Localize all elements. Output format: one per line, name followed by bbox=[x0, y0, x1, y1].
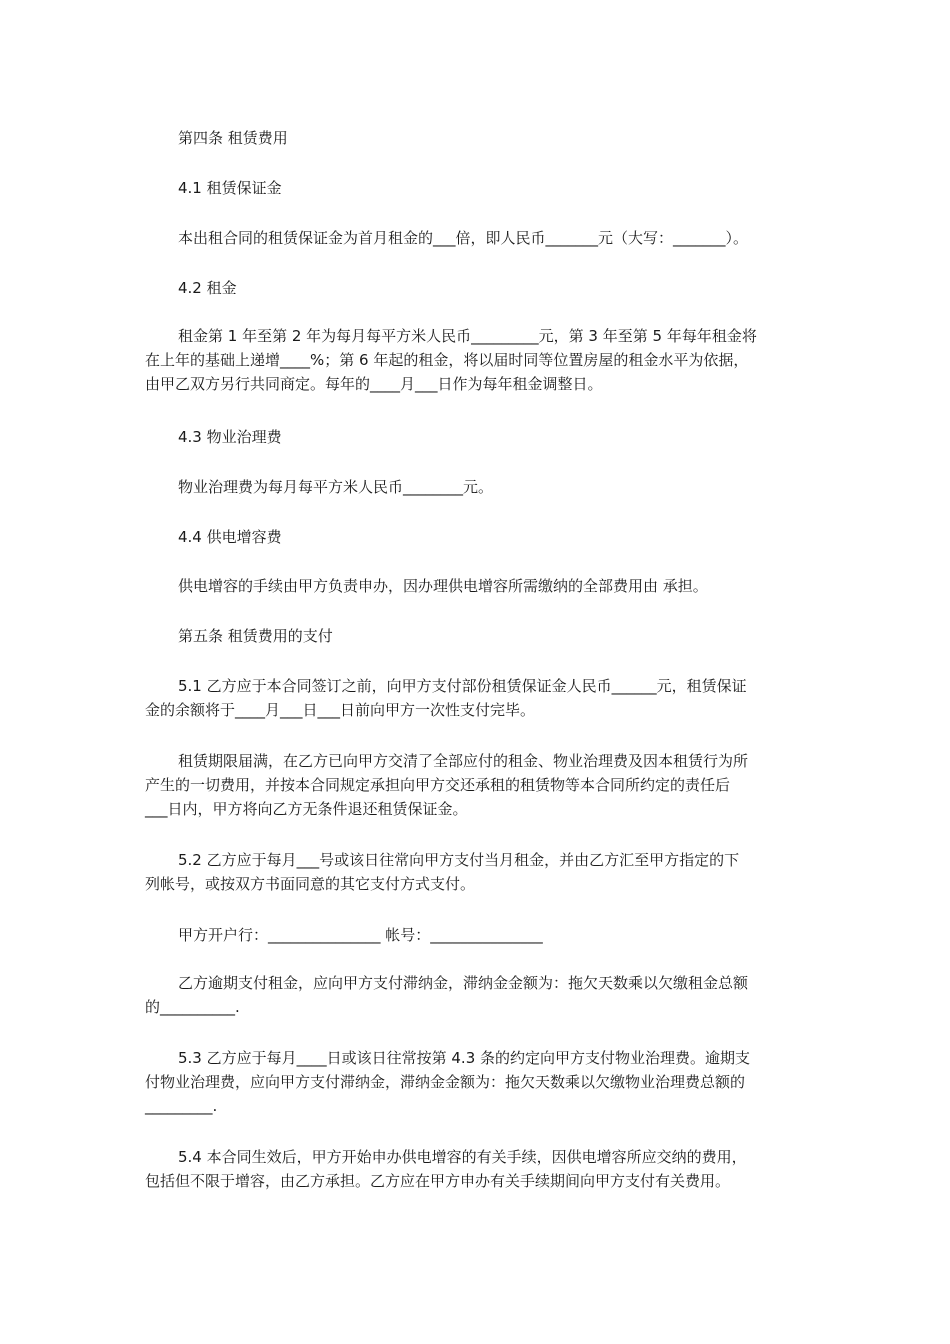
text-line: 在上年的基础上递增____%；第 6 年起的租金，将以届时同等位置房屋的租金水平为依据， bbox=[145, 351, 749, 369]
late-rent-text bbox=[145, 971, 810, 1019]
text-line: 5.2 乙方应于每月___号或该日往常向甲方支付当月租金，并由乙方汇至甲方指定的下 bbox=[178, 851, 740, 869]
section-4-2-text bbox=[145, 324, 810, 396]
text-line: 5.3 乙方应于每月____日或该日往常按第 4.3 条的约定向甲方支付物业治理费。逾期支 bbox=[178, 1049, 751, 1067]
text-line: 金的余额将于____月___日___日前向甲方一次性支付完毕。 bbox=[145, 701, 536, 719]
section-5-4-text bbox=[145, 1145, 810, 1193]
section-4-3-text: 物业治理费为每月每平方米人民币________元。 bbox=[178, 478, 494, 496]
section-5-1-text bbox=[145, 674, 810, 722]
deposit-return-text bbox=[145, 749, 810, 821]
text-line: 租金第 1 年至第 2 年为每月每平方米人民币_________元，第 3 年至第 5 年每年租金将 bbox=[178, 327, 757, 345]
text-line: 产生的一切费用，并按本合同规定承担向甲方交还承租的租赁物等本合同所约定的责任后 bbox=[145, 776, 731, 794]
text-line: 付物业治理费，应向甲方支付滞纳金，滞纳金金额为：拖欠天数乘以欠缴物业治理费总额的 bbox=[145, 1073, 746, 1091]
text-line: 的__________. bbox=[145, 998, 240, 1016]
text-line: ___日内，甲方将向乙方无条件退还租赁保证金。 bbox=[145, 800, 468, 818]
text-line: 5.4 本合同生效后，甲方开始申办供电增容的有关手续，因供电增容所应交纳的费用， bbox=[178, 1148, 747, 1166]
bank-account-text: 甲方开户行：_______________ 帐号：_______________ bbox=[178, 926, 543, 944]
text-line: 乙方逾期支付租金，应向甲方支付滞纳金，滞纳金金额为：拖欠天数乘以欠缴租金总额 bbox=[178, 974, 749, 992]
text-line: 租赁期限届满，在乙方已向甲方交清了全部应付的租金、物业治理费及因本租赁行为所 bbox=[178, 752, 749, 770]
section-5-2-text bbox=[145, 848, 810, 896]
text-line: 由甲乙双方另行共同商定。每年的____月___日作为每年租金调整日。 bbox=[145, 375, 603, 393]
text-line: 列帐号，或按双方书面同意的其它支付方式支付。 bbox=[145, 875, 476, 893]
text-line: 包括但不限于增容，由乙方承担。乙方应在甲方申办有关手续期间向甲方支付有关费用。 bbox=[145, 1172, 731, 1190]
section-4-1-text: 本出租合同的租赁保证金为首月租金的___倍，即人民币_______元（大写：_______）。 bbox=[178, 229, 749, 247]
section-4-4-text: 供电增容的手续由甲方负责申办，因办理供电增容所需缴纳的全部费用由 承担。 bbox=[178, 577, 708, 595]
text-line: _________. bbox=[145, 1097, 218, 1115]
text-line: 5.1 乙方应于本合同签订之前，向甲方支付部份租赁保证金人民币______元，租赁保证 bbox=[178, 677, 747, 695]
section-5-3-text bbox=[145, 1046, 810, 1118]
article5-heading: 第五条 租赁费用的支付 bbox=[178, 627, 333, 645]
section-4-1-heading: 4.1 租赁保证金 bbox=[178, 179, 282, 197]
article4-heading: 第四条 租赁费用 bbox=[178, 129, 288, 147]
section-4-2-heading: 4.2 租金 bbox=[178, 279, 237, 297]
section-4-4-heading: 4.4 供电增容费 bbox=[178, 528, 282, 546]
section-4-3-heading: 4.3 物业治理费 bbox=[178, 428, 282, 446]
